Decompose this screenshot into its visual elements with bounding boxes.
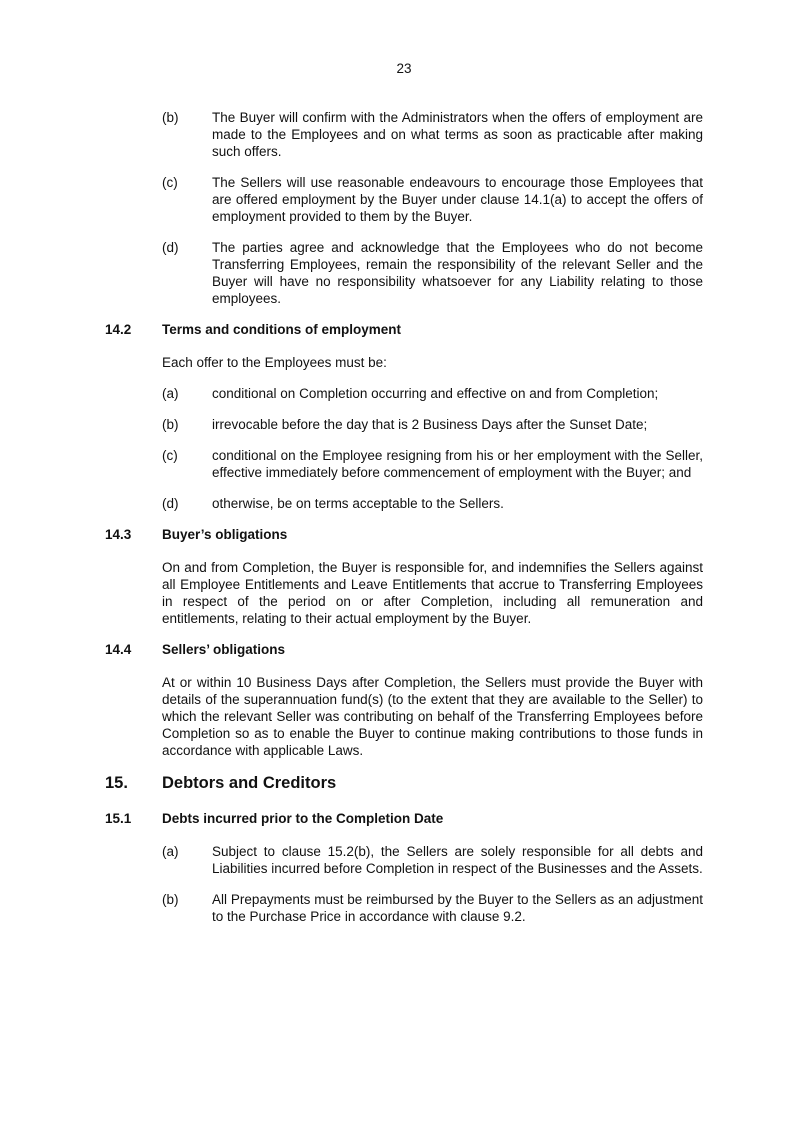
section-number: 14.4 (105, 642, 132, 657)
section-title: Debts incurred prior to the Completion Date (162, 811, 444, 826)
clause-item-label: (b) (162, 417, 179, 432)
section-title: Buyer’s obligations (162, 527, 288, 542)
section-number: 15. (105, 774, 128, 792)
clause-item-text: The Buyer will confirm with the Administrators when the offers of employment are made to the Employees and on what terms as soon as practicable after making such offers. (212, 110, 703, 159)
section-number: 15.1 (105, 811, 132, 826)
section-heading-14-4 (105, 641, 703, 658)
clause-item-14-1-d (162, 239, 703, 307)
clause-item-14-1-c (162, 174, 703, 225)
clause-item-14-1-b (162, 109, 703, 160)
section-heading-15-1 (105, 810, 703, 827)
clause-item-text: All Prepayments must be reimbursed by the Buyer to the Sellers as an adjustment to the Purchase Price in accordance with clause 9.2. (212, 892, 703, 924)
clause-item-text: conditional on the Employee resigning from his or her employment with the Seller, effective immediately before commencement of employment with the Buyer; and (212, 448, 703, 480)
section-title: Sellers’ obligations (162, 642, 286, 657)
clause-item-15-1-a (162, 843, 703, 877)
clause-item-15-1-b (162, 891, 703, 925)
clause-item-label: (c) (162, 448, 178, 463)
clause-item-label: (b) (162, 110, 179, 125)
clause-item-text: otherwise, be on terms acceptable to the Sellers. (212, 496, 504, 511)
clause-item-14-2-a (162, 385, 703, 402)
section-14-3-body: On and from Completion, the Buyer is responsible for, and indemnifies the Sellers against all Employee Entitlements and Leave Entitlements that accrue to Transferring Employees in respect of the period on or after Completion, including all remuneration and entitlements, relating to their actual employment by the Buyer. (162, 560, 703, 626)
section-number: 14.3 (105, 527, 132, 542)
section-heading-15 (105, 773, 703, 794)
section-number: 14.2 (105, 322, 132, 337)
clause-item-label: (d) (162, 496, 179, 511)
clause-item-label: (a) (162, 386, 179, 401)
clause-item-text: irrevocable before the day that is 2 Business Days after the Sunset Date; (212, 417, 648, 432)
section-title: Debtors and Creditors (162, 774, 337, 792)
section-14-4-body: At or within 10 Business Days after Completion, the Sellers must provide the Buyer with details of the superannuation fund(s) (to the extent that they are available to the Seller) to which the relevant Seller was contributing on behalf of the Transferring Employees before Completion so as to enable the Buyer to continue making contributions to those funds in accordance with applicable Laws. (162, 675, 703, 758)
clause-item-text: conditional on Completion occurring and effective on and from Completion; (212, 386, 659, 401)
clause-item-label: (c) (162, 175, 178, 190)
section-14-2-intro: Each offer to the Employees must be: (162, 355, 387, 370)
section-title: Terms and conditions of employment (162, 322, 402, 337)
clause-item-text: The Sellers will use reasonable endeavours to encourage those Employees that are offered employment by the Buyer under clause 14.1(a) to accept the offers of employment provided to them by the Buyer. (212, 175, 703, 224)
clause-item-14-2-b (162, 416, 703, 433)
clause-item-label: (d) (162, 240, 179, 255)
clause-item-14-2-c (162, 447, 703, 481)
clause-item-14-2-d (162, 495, 703, 512)
page-number: 23 (396, 61, 412, 76)
clause-item-label: (a) (162, 844, 179, 859)
section-heading-14-2 (105, 321, 703, 338)
clause-item-text: Subject to clause 15.2(b), the Sellers are solely responsible for all debts and Liabilities incurred before Completion in respect of the Businesses and the Assets. (212, 844, 703, 876)
clause-item-label: (b) (162, 892, 179, 907)
section-heading-14-3 (105, 526, 703, 543)
clause-item-text: The parties agree and acknowledge that the Employees who do not become Transferring Employees, remain the responsibility of the relevant Seller and the Buyer will have no responsibility whatsoever for any Liability relating to those employees. (212, 240, 703, 306)
